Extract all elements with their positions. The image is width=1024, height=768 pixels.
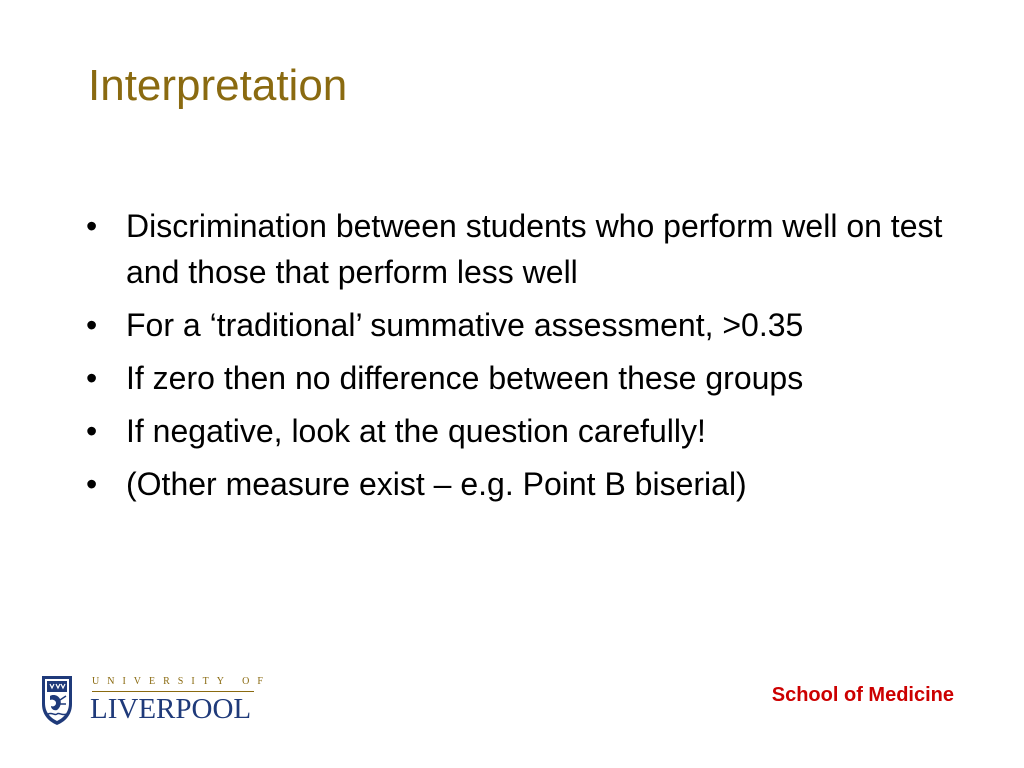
bullet-list bbox=[86, 203, 966, 514]
school-of-medicine-label: School of Medicine bbox=[771, 684, 954, 706]
bullet-item bbox=[86, 203, 966, 295]
bullet-text: If zero then no difference between these groups bbox=[126, 360, 804, 396]
bullet-icon: • bbox=[86, 208, 98, 244]
bullet-item bbox=[86, 461, 966, 507]
bullet-text: For a ‘traditional’ summative assessment, >0.35 bbox=[126, 307, 804, 343]
bullet-item bbox=[86, 302, 966, 348]
bullet-icon: • bbox=[86, 413, 98, 449]
logo-liverpool-text: LIVERPOOL bbox=[90, 693, 252, 725]
bullet-text: Discrimination between students who perform well on test and those that perform less well bbox=[126, 208, 943, 290]
bullet-icon: • bbox=[86, 360, 98, 396]
bullet-item bbox=[86, 408, 966, 454]
bullet-text: If negative, look at the question carefully! bbox=[126, 413, 706, 449]
bullet-text: (Other measure exist – e.g. Point B biserial) bbox=[126, 466, 747, 502]
university-logo bbox=[40, 672, 271, 732]
bullet-icon: • bbox=[86, 466, 98, 502]
slide-title: Interpretation bbox=[88, 61, 348, 110]
university-crest-icon bbox=[40, 674, 74, 726]
logo-university-text: UNIVERSITY OF bbox=[92, 676, 271, 687]
bullet-icon: • bbox=[86, 307, 98, 343]
bullet-item bbox=[86, 355, 966, 401]
